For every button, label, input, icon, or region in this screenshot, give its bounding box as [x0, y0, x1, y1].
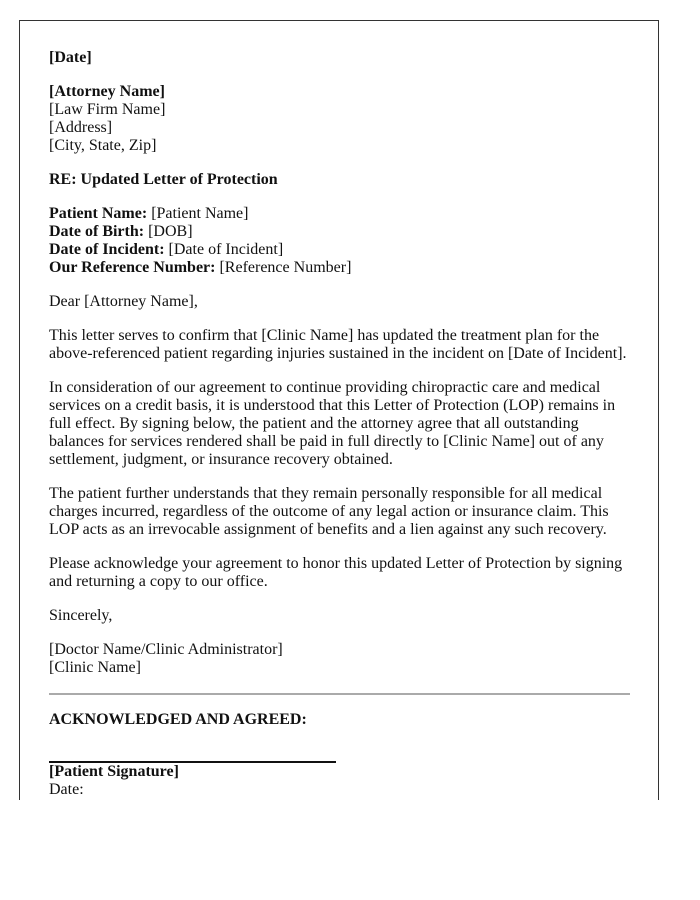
details-block — [49, 205, 630, 277]
patient-signature-label: [Patient Signature] — [49, 763, 179, 780]
detail-label: Date of Incident: — [49, 241, 165, 258]
subject-line: RE: Updated Letter of Protection — [49, 171, 278, 188]
attorney-name: [Attorney Name] — [49, 83, 165, 100]
city-state-zip: [City, State, Zip] — [49, 137, 157, 154]
signer-block — [49, 641, 630, 677]
law-firm-name: [Law Firm Name] — [49, 101, 166, 118]
address: [Address] — [49, 119, 113, 136]
signer-name: [Doctor Name/Clinic Administrator] — [49, 641, 283, 658]
detail-value: [DOB] — [148, 223, 193, 240]
date-label: Date: — [49, 781, 84, 798]
detail-value: [Date of Incident] — [168, 241, 284, 258]
body-paragraph: The patient further understands that they remain personally responsible for all medical charges incurred, regardless of the outcome of any legal action or insurance claim. This LOP acts as an irrevocable assignment of benefits and a lien against any such recovery. — [49, 485, 609, 538]
detail-label: Date of Birth: — [49, 223, 145, 240]
recipient-block — [49, 83, 630, 155]
body-paragraph: In consideration of our agreement to continue providing chiropractic care and medical services on a credit basis, it is understood that this Letter of Protection (LOP) remains in full effect. By signing below, the patient and the attorney agree that all outstanding balances for services rendered shall be paid in full directly to [Clinic Name] out of any settlement, judgment, or insurance recovery obtained. — [49, 379, 616, 468]
letter-date: [Date] — [49, 49, 92, 66]
body-paragraph: Please acknowledge your agreement to honor this updated Letter of Protection by signing and returning a copy to our office. — [49, 555, 623, 590]
closing: Sincerely, — [49, 607, 113, 624]
section-divider — [49, 693, 630, 695]
detail-label: Patient Name: — [49, 205, 148, 222]
salutation: Dear [Attorney Name], — [49, 293, 198, 310]
signer-clinic: [Clinic Name] — [49, 659, 141, 676]
detail-value: [Reference Number] — [219, 259, 352, 276]
letter-page — [19, 20, 659, 800]
acknowledgement-heading: ACKNOWLEDGED AND AGREED: — [49, 711, 307, 728]
detail-value: [Patient Name] — [151, 205, 249, 222]
detail-label: Our Reference Number: — [49, 259, 216, 276]
body-paragraph: This letter serves to confirm that [Clinic Name] has updated the treatment plan for the above-referenced patient regarding injuries sustained in the incident on [Date of Incident]. — [49, 327, 627, 362]
